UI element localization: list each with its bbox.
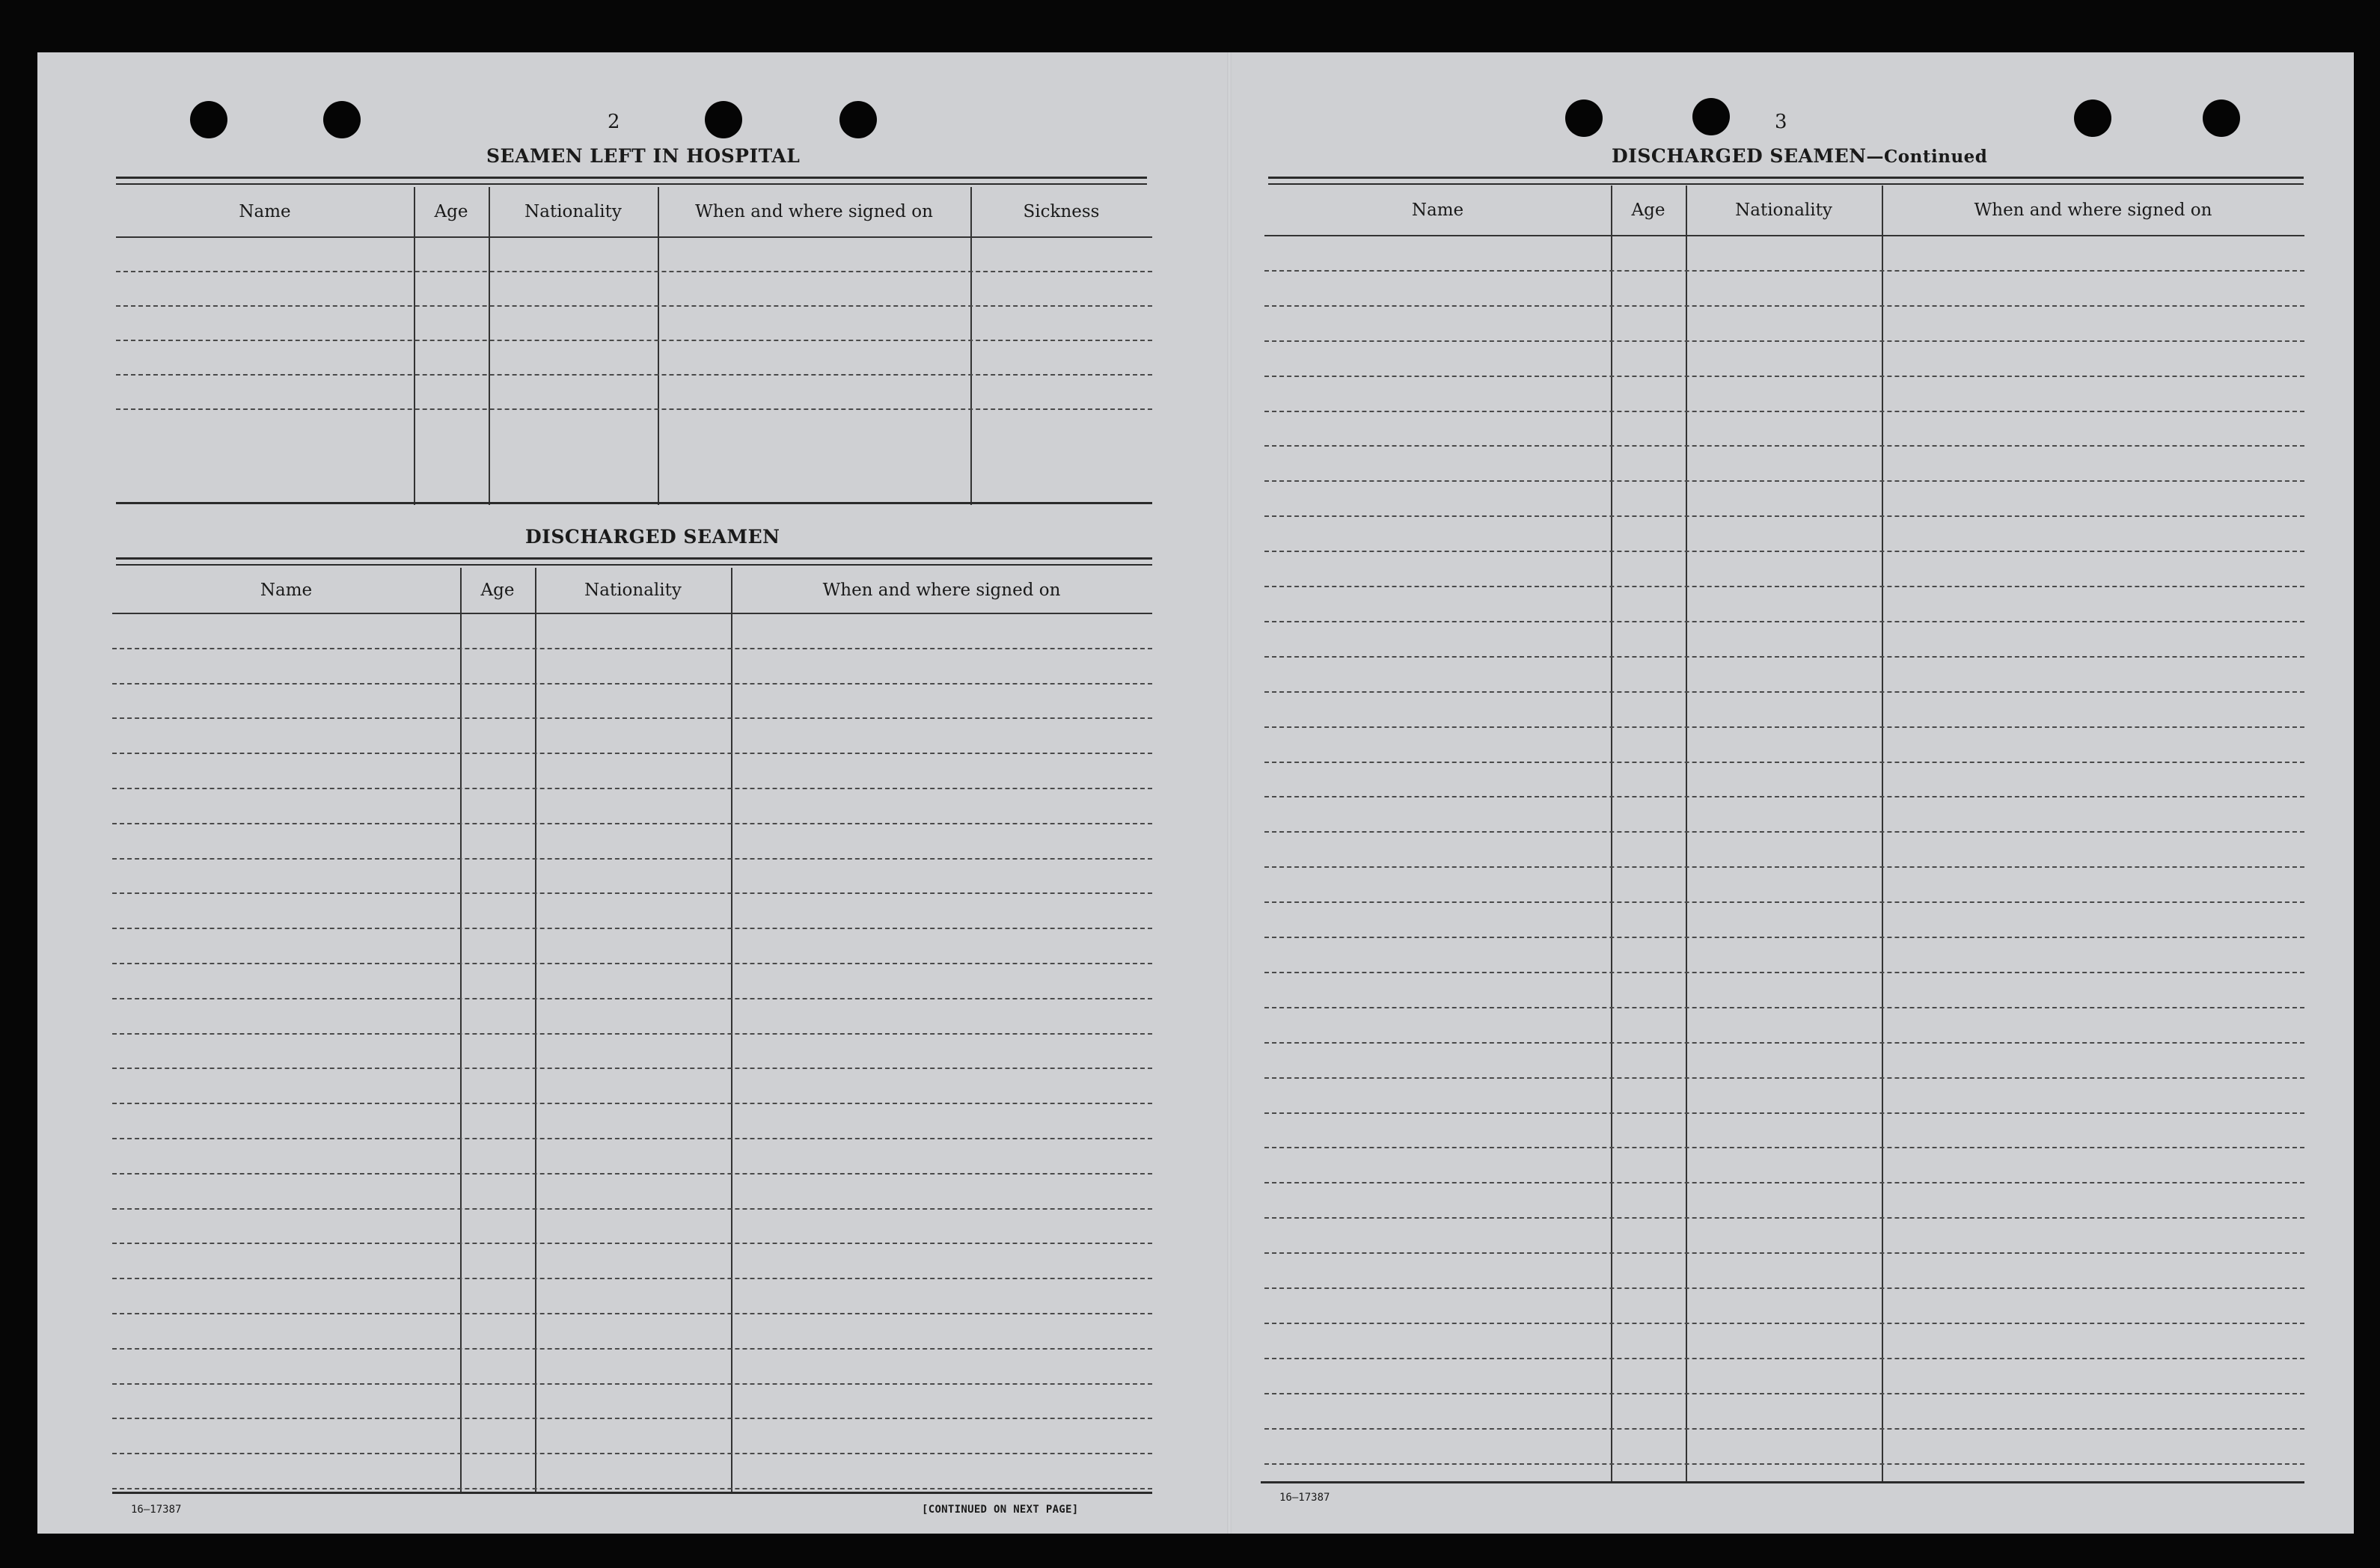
entry-row-line [1264,796,2304,797]
entry-row-line [112,1453,1152,1454]
entry-row-line [112,963,1152,964]
entry-row-line [1264,1182,2304,1183]
hospital-col-age: Age [434,202,468,221]
entry-row-line [112,1488,1152,1489]
continued-col-nationality: Nationality [1735,200,1832,220]
entry-row-line [116,408,1152,410]
entry-row-line [112,823,1152,824]
entry-row-line [1264,1287,2304,1289]
discharged-col-nationality: Nationality [584,581,682,600]
continued-top-rule [1268,177,2304,185]
entry-row-line [1264,1217,2304,1219]
entry-row-line [1264,270,2304,272]
hospital-bottom-rule [116,502,1152,504]
entry-row-line [1264,762,2304,763]
form-sheet [37,52,2354,1534]
entry-row-line [112,1033,1152,1035]
entry-row-line [112,1068,1152,1069]
discharged-continued-table [1264,186,2304,1483]
column-divider [535,568,536,1492]
entry-row-line [112,1103,1152,1104]
entry-row-line [1264,480,2304,482]
entry-row-line [112,1383,1152,1385]
hospital-col-sickness: Sickness [1023,202,1100,221]
entry-row-line [1264,340,2304,342]
entry-row-line [1264,586,2304,587]
entry-row-line [1264,551,2304,552]
punch-hole [190,101,227,138]
continued-bottom-rule [1261,1481,2304,1483]
entry-row-line [112,1173,1152,1175]
hospital-section-title: SEAMEN LEFT IN HOSPITAL [486,145,801,167]
entry-row-line [112,788,1152,789]
right-page-number: 3 [1775,111,1787,133]
hospital-col-name: Name [239,202,291,221]
entry-row-line [112,648,1152,649]
entry-row-line [1264,1077,2304,1079]
entry-row-line [112,1208,1152,1210]
column-divider [658,187,659,505]
entry-row-line [1264,1007,2304,1008]
hospital-table-header [116,187,1152,238]
entry-row-line [112,892,1152,894]
hospital-col-signed-on: When and where signed on [695,202,933,221]
punch-hole [1692,98,1730,135]
discharged-continued-title [1612,145,1987,167]
page-fold [1227,52,1232,1534]
entry-row-line [1264,445,2304,447]
entry-row-line [1264,1112,2304,1114]
left-page-number: 2 [608,111,620,133]
left-form-code: 16—17387 [131,1504,182,1516]
punch-hole [2074,99,2111,137]
entry-row-line [1264,1428,2304,1430]
entry-row-line [1264,866,2304,868]
column-divider [460,568,462,1492]
column-divider [489,187,490,505]
discharged-col-name: Name [260,581,313,600]
entry-row-line [112,1348,1152,1350]
entry-row-line [112,1313,1152,1314]
discharged-bottom-rule [112,1492,1152,1494]
entry-row-line [1264,656,2304,658]
entry-row-line [112,998,1152,999]
discharged-continued-title-main: DISCHARGED SEAMEN [1612,145,1867,167]
hospital-col-nationality: Nationality [524,202,622,221]
entry-row-line [1264,1042,2304,1044]
discharged-section-title: DISCHARGED SEAMEN [525,526,780,548]
entry-row-line [1264,937,2304,938]
discharged-col-age: Age [480,581,515,600]
punch-hole [2203,99,2240,137]
discharged-top-rule [116,557,1152,566]
punch-hole [1565,99,1603,137]
entry-row-line [1264,1463,2304,1465]
entry-row-line [112,1278,1152,1279]
entry-row-line [1264,1252,2304,1254]
punch-hole [839,101,877,138]
hospital-top-rule [116,177,1147,185]
punch-hole [705,101,742,138]
continued-table-header [1264,186,2304,236]
entry-row-line [112,928,1152,929]
entry-row-line [112,683,1152,685]
punch-hole [323,101,361,138]
entry-row-line [1264,901,2304,903]
entry-row-line [1264,1323,2304,1324]
entry-row-line [1264,1147,2304,1148]
discharged-col-signed-on: When and where signed on [822,581,1061,600]
entry-row-line [1264,691,2304,693]
column-divider [731,568,732,1492]
entry-row-line [112,1138,1152,1139]
discharged-table [112,568,1152,1492]
entry-row-line [1264,972,2304,973]
continued-note: [CONTINUED ON NEXT PAGE] [922,1504,1079,1516]
entry-row-line [116,305,1152,307]
entry-row-line [1264,515,2304,517]
entry-row-line [1264,831,2304,833]
entry-row-line [1264,305,2304,307]
entry-row-line [112,1418,1152,1419]
entry-row-line [1264,1358,2304,1359]
entry-row-line [112,717,1152,719]
entry-row-line [112,858,1152,860]
entry-row-line [116,271,1152,272]
hospital-table [116,187,1152,505]
continued-col-name: Name [1411,200,1464,220]
entry-row-line [116,374,1152,376]
right-form-code: 16—17387 [1279,1492,1330,1504]
entry-row-line [1264,621,2304,622]
column-divider [414,187,415,505]
continued-col-signed-on: When and where signed on [1974,200,2212,220]
continued-suffix: —Continued [1866,147,1988,167]
entry-row-line [1264,1393,2304,1394]
continued-col-age: Age [1631,200,1665,220]
entry-row-line [112,753,1152,754]
entry-row-line [1264,411,2304,412]
entry-row-line [112,1243,1152,1244]
entry-row-line [1264,376,2304,377]
entry-row-line [116,340,1152,341]
discharged-table-header [112,568,1152,614]
column-divider [970,187,972,505]
entry-row-line [1264,726,2304,728]
